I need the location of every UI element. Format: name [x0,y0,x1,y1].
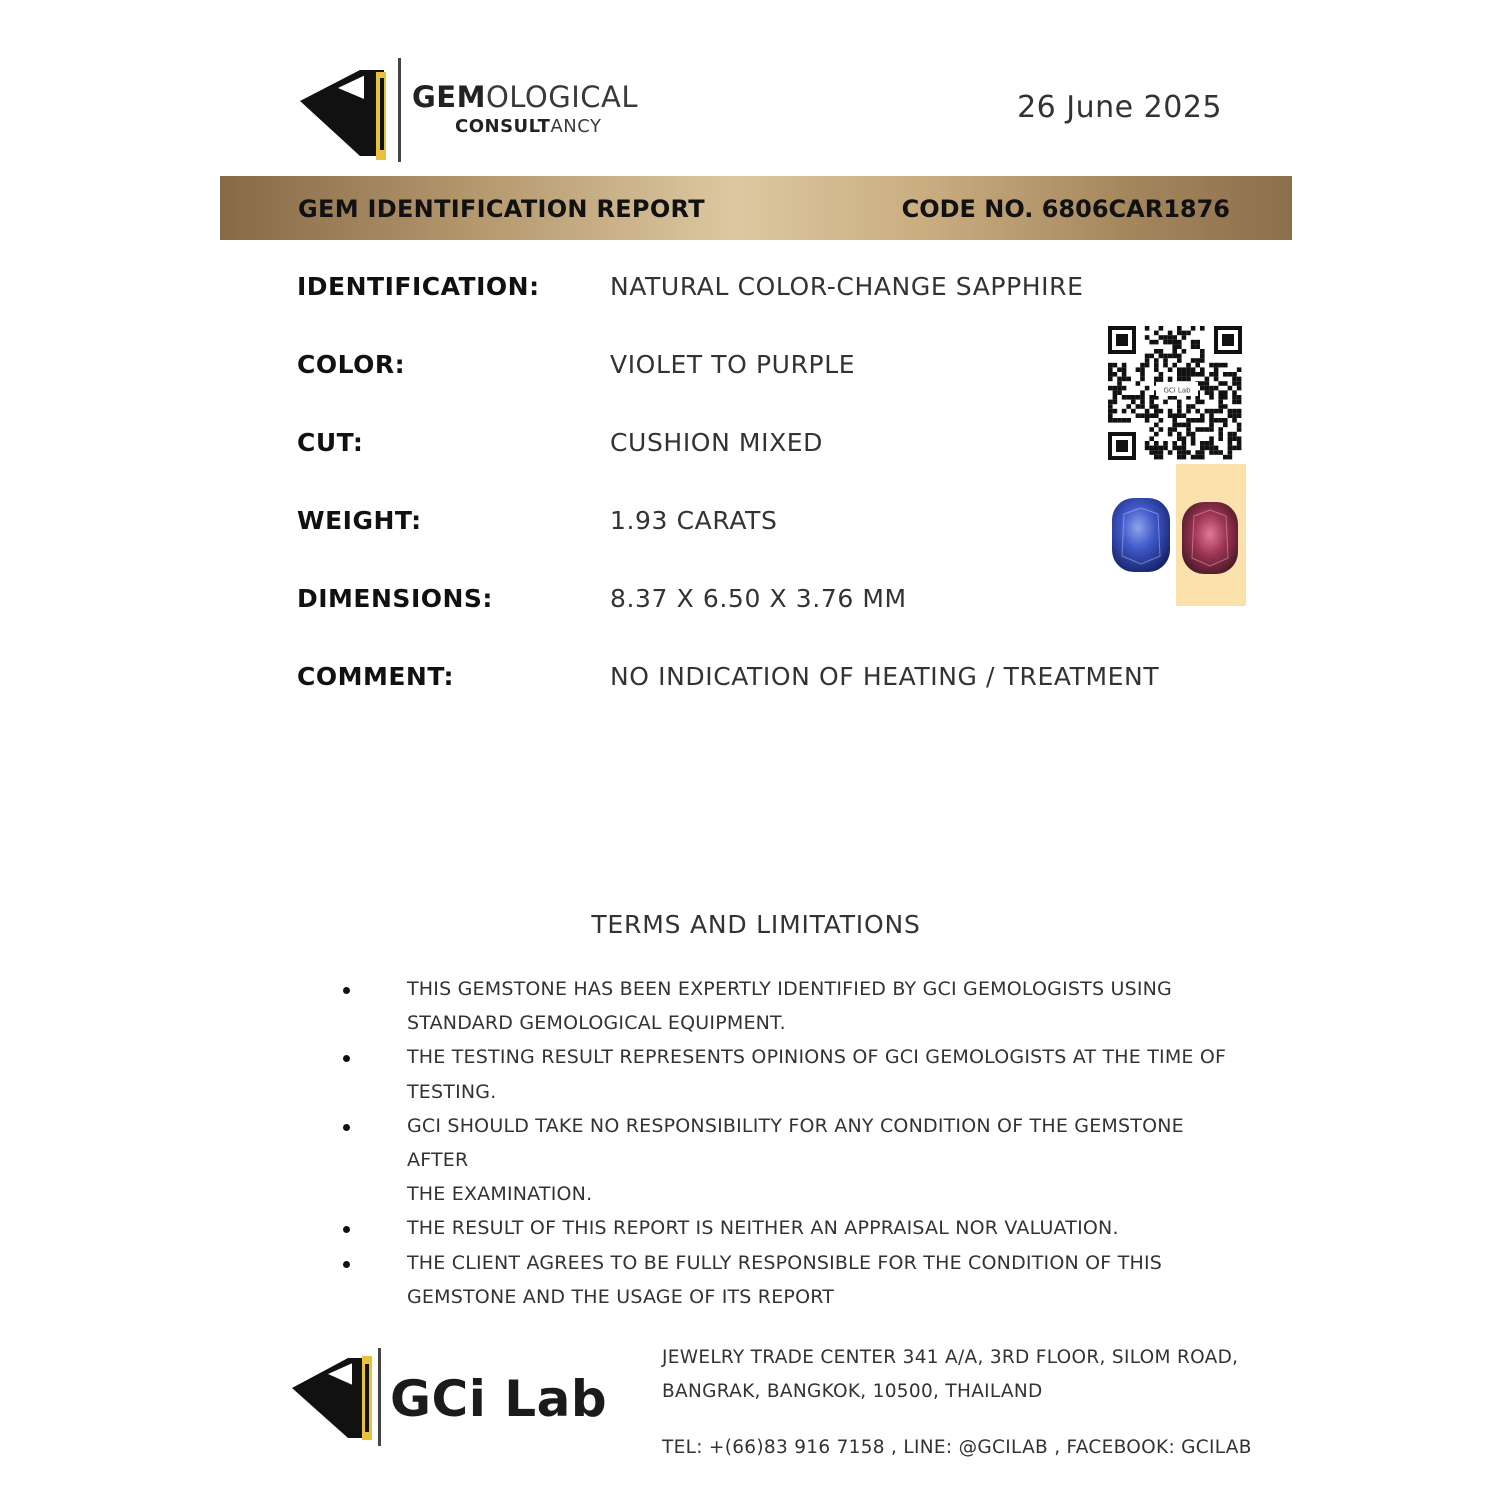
cut-value: CUSHION MIXED [610,428,824,457]
dimensions-label: DIMENSIONS: [297,584,493,613]
term-item: GCI SHOULD TAKE NO RESPONSIBILITY FOR ANY CONDITION OF THE GEMSTONE AFTER THE EXAMINATION. [330,1109,1230,1212]
identification-label: IDENTIFICATION: [297,272,540,301]
address-line-2: BANGRAK, BANGKOK, 10500, THAILAND [662,1381,1043,1402]
gemstone-photo [1104,464,1246,606]
weight-label: WEIGHT: [297,506,422,535]
dimensions-value: 8.37 X 6.50 X 3.76 MM [610,584,907,613]
term-item: THE RESULT OF THIS REPORT IS NEITHER AN APPRAISAL NOR VALUATION. [330,1211,1230,1245]
svg-text:GCi Lab: GCi Lab [1163,386,1191,395]
address-line-1: JEWELRY TRADE CENTER 341 A/A, 3RD FLOOR, SILOM ROAD, [662,1347,1239,1368]
contact-line: TEL: +(66)83 916 7158 , LINE: @GCILAB , FACEBOOK: GCILAB [662,1437,1252,1458]
bullet-icon [343,1261,350,1268]
logo-wordmark-consultancy: CONSULTANCY [455,116,602,137]
report-title: GEM IDENTIFICATION REPORT [298,195,705,223]
term-item: THIS GEMSTONE HAS BEEN EXPERTLY IDENTIFIED BY GCI GEMOLOGISTS USING STANDARD GEMOLOGICAL EQUIPMENT. [330,972,1230,1040]
gci-lab-brand: GCi Lab [390,1370,608,1428]
logo-wordmark-gemological: GEMOLOGICAL [412,80,639,114]
terms-list [330,972,1230,1314]
terms-title: TERMS AND LIMITATIONS [591,910,921,939]
color-label: COLOR: [297,350,406,379]
bullet-icon [343,1226,350,1233]
comment-value: NO INDICATION OF HEATING / TREATMENT [610,662,1160,691]
report-date: 26 June 2025 [1017,90,1222,125]
bullet-icon [343,1124,350,1131]
cut-label: CUT: [297,428,364,457]
term-item: THE CLIENT AGREES TO BE FULLY RESPONSIBLE FOR THE CONDITION OF THIS GEMSTONE AND THE USAGE OF ITS REPORT [330,1246,1230,1314]
bullet-icon [343,1055,350,1062]
comment-label: COMMENT: [297,662,455,691]
bullet-icon [343,987,350,994]
color-value: VIOLET TO PURPLE [610,350,856,379]
weight-value: 1.93 CARATS [610,506,778,535]
report-code: CODE NO. 6806CAR1876 [901,195,1230,223]
term-item: THE TESTING RESULT REPRESENTS OPINIONS OF GCI GEMOLOGISTS AT THE TIME OF TESTING. [330,1040,1230,1108]
identification-value: NATURAL COLOR-CHANGE SAPPHIRE [610,272,1084,301]
qr-code[interactable] [1106,324,1244,462]
